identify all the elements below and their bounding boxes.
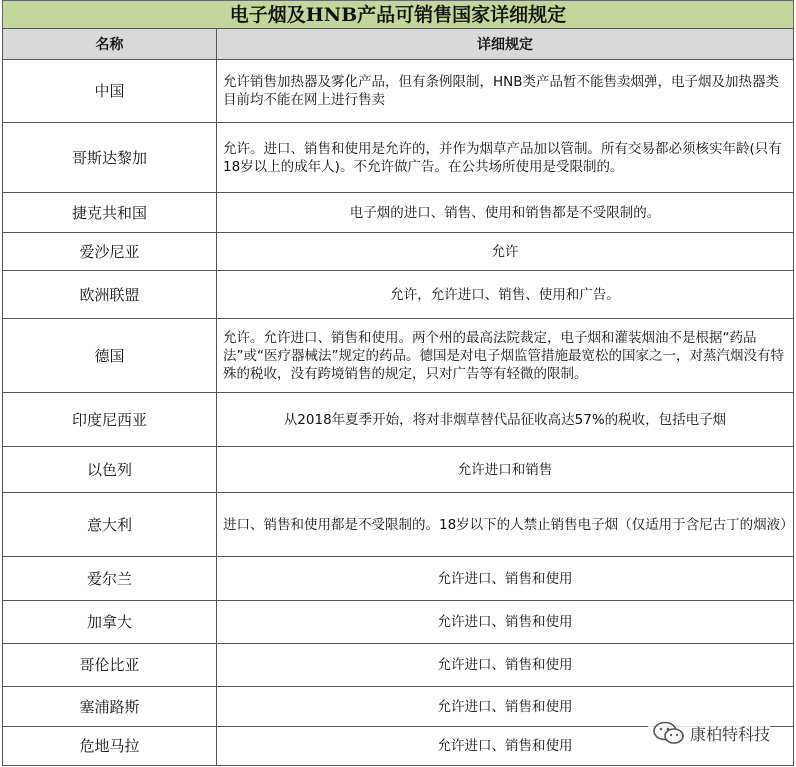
regulation-detail: 允许进口、销售和使用 <box>217 644 794 687</box>
regulation-detail: 进口、销售和使用都是不受限制的。18岁以下的人禁止销售电子烟（仅适用于含尼古丁的烟液） <box>217 493 794 557</box>
header-detail: 详细规定 <box>217 29 794 60</box>
regulation-detail: 允许。允许进口、销售和使用。两个州的最高法院裁定，电子烟和灌装烟油不是根据“药品法”或“医疗器械法”规定的药品。德国是对电子烟监管措施最宽松的国家之一，对蒸汽烟没有特殊的税收，没有跨境销售的规定，只对广告等有轻微的限制。 <box>217 319 794 393</box>
watermark <box>648 719 770 747</box>
country-name: 哥斯达黎加 <box>3 123 217 193</box>
table-row <box>3 193 794 233</box>
wechat-icon <box>652 721 686 745</box>
table-row <box>3 271 794 319</box>
table-row <box>3 447 794 493</box>
table-row <box>3 60 794 123</box>
regulations-table <box>2 28 794 766</box>
header-row <box>3 29 794 60</box>
country-name: 意大利 <box>3 493 217 557</box>
table-title: 电子烟及HNB产品可销售国家详细规定 <box>2 0 794 29</box>
country-name: 爱尔兰 <box>3 557 217 601</box>
country-name: 捷克共和国 <box>3 193 217 233</box>
table-row <box>3 601 794 644</box>
regulation-detail: 允许进口和销售 <box>217 447 794 493</box>
country-name: 爱沙尼亚 <box>3 233 217 271</box>
regulation-detail: 允许 <box>217 233 794 271</box>
country-name: 以色列 <box>3 447 217 493</box>
country-name: 德国 <box>3 319 217 393</box>
table-row <box>3 393 794 447</box>
regulation-detail: 允许，允许进口、销售、使用和广告。 <box>217 271 794 319</box>
country-name: 中国 <box>3 60 217 123</box>
table-row <box>3 493 794 557</box>
country-name: 加拿大 <box>3 601 217 644</box>
table-row <box>3 123 794 193</box>
country-name: 哥伦比亚 <box>3 644 217 687</box>
table-row <box>3 644 794 687</box>
country-name: 欧洲联盟 <box>3 271 217 319</box>
country-name: 危地马拉 <box>3 727 217 766</box>
regulation-detail: 电子烟的进口、销售、使用和销售都是不受限制的。 <box>217 193 794 233</box>
regulation-detail: 允许。进口、销售和使用是允许的，并作为烟草产品加以管制。所有交易都必须核实年龄(只有18岁以上的成年人)。不允许做广告。在公共场所使用是受限制的。 <box>217 123 794 193</box>
regulation-detail: 允许进口、销售和使用 <box>217 687 794 727</box>
country-name: 印度尼西亚 <box>3 393 217 447</box>
regulation-detail: 允许进口、销售和使用 <box>217 601 794 644</box>
country-name: 塞浦路斯 <box>3 687 217 727</box>
regulation-detail: 从2018年夏季开始，将对非烟草替代品征收高达57%的税收，包括电子烟 <box>217 393 794 447</box>
regulation-detail: 允许进口、销售和使用 <box>217 727 794 766</box>
watermark-text: 康柏特科技 <box>689 724 770 744</box>
table-row <box>3 557 794 601</box>
table-row <box>3 233 794 271</box>
table-row <box>3 319 794 393</box>
regulation-detail: 允许销售加热器及雾化产品，但有条例限制，HNB类产品暂不能售卖烟弹，电子烟及加热器类目前均不能在网上进行售卖 <box>217 60 794 123</box>
header-name: 名称 <box>3 29 217 60</box>
regulation-detail: 允许进口、销售和使用 <box>217 557 794 601</box>
